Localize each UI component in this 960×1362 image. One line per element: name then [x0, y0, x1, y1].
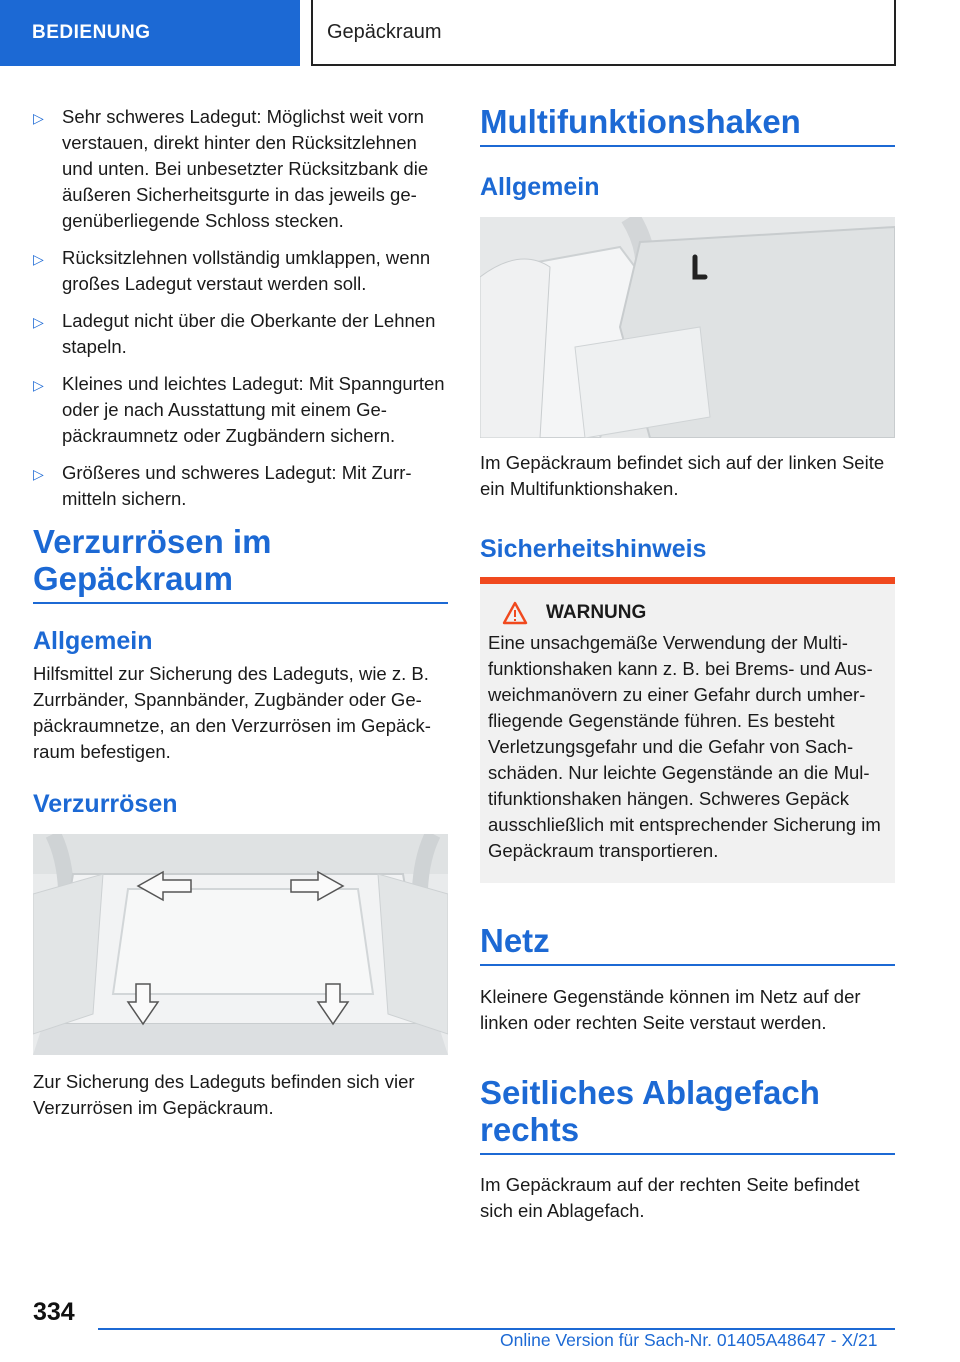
page-number: 334: [33, 1298, 75, 1326]
page-header: [0, 0, 960, 68]
multifunction-hook-image: [480, 217, 895, 438]
section-title-net: Netz: [480, 922, 895, 966]
list-item: ▷ Ladegut nicht über die Oberkante der Lehnen stapeln.: [33, 310, 436, 357]
general-text-left: Hilfsmittel zur Sicherung des Ladeguts, wie z. B. Zurrbänder, Spannbänder, Zugbänder oder Gepäckraumnetze, an den Verzurrösen im Gepäckraum befestigen.: [33, 663, 431, 762]
warning-text: Eine unsachgemäße Verwendung der Multifunktionshaken kann z. B. bei Brems- und Ausweichmanövern zu einer Gefahr durch umherfliegende Gegenstände führen. Es besteht Verletzungsgefahr und die Gefahr von Sachschäden. Nur leichte Gegenstände an die Multifunktionshaken hängen. Schweres Gepäck ausschließlich mit entsprechender Sicherung im Gepäckraum transportieren.: [488, 632, 881, 861]
heading-general-right: Allgemein: [480, 173, 600, 201]
heading-safety: Sicherheitshinweis: [480, 535, 707, 563]
triangle-bullet-icon: ▷: [33, 110, 44, 126]
triangle-bullet-icon: ▷: [33, 466, 44, 482]
heading-lashing-eyes: Verzurrösen: [33, 790, 178, 818]
list-item: ▷ Größeres und schweres Ladegut: Mit Zurrmitteln sichern.: [33, 462, 412, 509]
warning-bar: [480, 577, 895, 584]
warning-title: [502, 598, 887, 628]
general-text-right: Im Gepäckraum befindet sich auf der linken Seite ein Multifunktionshaken.: [480, 452, 885, 499]
list-item: ▷ Sehr schweres Ladegut: Möglichst weit vorn verstauen, direkt hinter den Rücksitzlehnen und unten. Bei unbesetzter Rücksitzbank die äußeren Sicherheitsgurte in das jeweils gegenüberliegende Schloss stecken.: [33, 106, 429, 231]
list-item: ▷ Rücksitzlehnen vollständig umklappen, wenn großes Ladegut verstaut werden soll.: [33, 247, 431, 294]
lashing-eyes-image: [33, 834, 448, 1055]
compartment-text: Im Gepäckraum auf der rechten Seite befindet sich ein Ablagefach.: [480, 1174, 860, 1221]
warning-label: WARNUNG: [546, 602, 647, 623]
warning-triangle-icon: [502, 601, 528, 625]
triangle-bullet-icon: ▷: [33, 314, 44, 330]
chapter-title: Gepäckraum: [311, 0, 896, 66]
section-title-multihook: Multifunktionshaken: [480, 103, 895, 147]
bullet-list: [33, 104, 448, 523]
heading-general-left: Allgemein: [33, 627, 153, 655]
net-text: Kleinere Gegenstände können im Netz auf der linken oder rechten Seite verstaut werden.: [480, 986, 861, 1033]
section-tab: BEDIENUNG: [0, 0, 300, 66]
warning-box: [480, 584, 895, 883]
triangle-bullet-icon: ▷: [33, 251, 44, 267]
section-title-compartment: Seitliches Ablagefach rechts: [480, 1074, 895, 1155]
triangle-bullet-icon: ▷: [33, 377, 44, 393]
section-title-lashing: Verzurrösen im Gepäckraum: [33, 523, 448, 604]
footer-online-version: Online Version für Sach-Nr. 01405A48647 - X/21: [500, 1330, 878, 1350]
list-item: ▷ Kleines und leichtes Ladegut: Mit Spanngurten oder je nach Ausstattung mit einem Gepäckraumnetz oder Zugbändern sichern.: [33, 373, 445, 446]
lashing-eyes-text: Zur Sicherung des Ladeguts befinden sich vier Verzurrösen im Gepäckraum.: [33, 1071, 415, 1118]
